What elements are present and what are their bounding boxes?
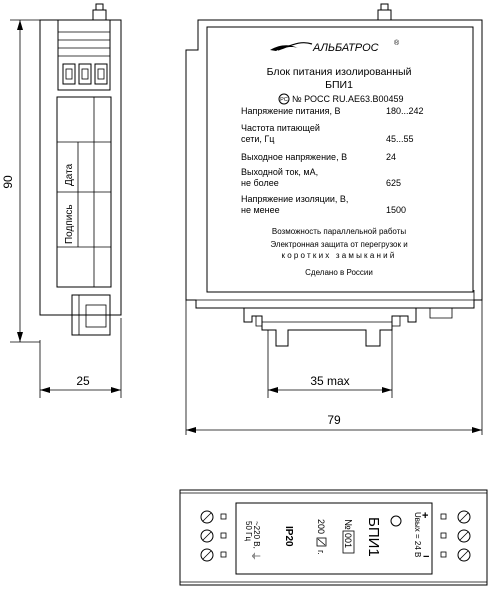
input-frequency: 50 Гц [244, 521, 253, 542]
ip-rating: IP20 [283, 526, 294, 547]
note-protection-1: Электронная защита от перегрузок и [270, 240, 408, 249]
dimension-height [1, 20, 40, 342]
trademark-symbol: ® [394, 40, 400, 47]
height-value: 90 [1, 175, 15, 189]
terminal-screws [63, 64, 107, 84]
certification-mark-icon [279, 94, 289, 104]
top-label-area [236, 503, 432, 574]
minus-terminal-label: − [423, 551, 430, 563]
din-rail-value: 35 max [310, 374, 350, 388]
spec-row [241, 123, 414, 144]
made-in: Сделано в России [305, 268, 373, 277]
spec-value: 625 [386, 178, 402, 188]
svg-text:сети, Гц: сети, Гц [241, 134, 275, 144]
dimension-total-width [186, 300, 482, 435]
svg-text:не менее: не менее [241, 205, 280, 215]
spec-row [241, 152, 396, 162]
product-model: БПИ1 [325, 79, 353, 91]
spec-value: 1500 [386, 205, 407, 215]
signature-label: Подпись [64, 204, 75, 244]
svg-text:Выходное напряжение, В: Выходное напряжение, В [241, 152, 348, 162]
product-title: Блок питания изолированный [266, 66, 412, 78]
screw-terminals-right [441, 511, 470, 561]
ground-icon: ⏚ [249, 551, 260, 561]
svg-text:г.: г. [316, 550, 326, 555]
svg-text:PC: PC [280, 97, 288, 103]
svg-text:Напряжение изоляции, В,: Напряжение изоляции, В, [241, 194, 349, 204]
svg-text:№: № [342, 519, 353, 530]
note-parallel: Возможность параллельной работы [271, 227, 407, 236]
spec-row [241, 194, 406, 215]
status-led-icon [391, 516, 401, 526]
svg-text:Напряжение питания, В: Напряжение питания, В [241, 106, 341, 116]
model-label: БПИ1 [365, 517, 382, 557]
front-view [186, 4, 482, 346]
dimension-side-width [40, 318, 121, 398]
spec-row [241, 167, 401, 188]
output-voltage: Uвых = 24 В [413, 512, 422, 558]
svg-text:Выходной ток, мА,: Выходной ток, мА, [241, 167, 319, 177]
spec-value: 180...242 [386, 106, 424, 116]
certificate-number: № РОСС RU.АЕ63.В00459 [292, 94, 404, 104]
plus-terminal-label: + [422, 510, 429, 522]
side-view [40, 4, 121, 335]
svg-text:не более: не более [241, 178, 279, 188]
brand-name: АЛЬБАТРОС [313, 42, 379, 54]
top-view [180, 490, 487, 585]
din-rail-clip [244, 308, 452, 346]
spec-row [241, 106, 424, 116]
spec-value: 24 [386, 152, 397, 162]
side-width-value: 25 [76, 374, 90, 388]
input-voltage: ~220 В, [252, 521, 261, 549]
spec-value: 45...55 [386, 134, 414, 144]
svg-text:001: 001 [343, 533, 353, 549]
manufacture-year [316, 519, 326, 555]
svg-text:200: 200 [316, 519, 326, 535]
screw-terminals-left [201, 511, 226, 561]
serial-number [342, 519, 354, 553]
front-body-outline [186, 20, 482, 308]
total-width-value: 79 [327, 413, 341, 427]
svg-text:Частота питающей: Частота питающей [241, 123, 320, 133]
date-label: Дата [64, 163, 75, 186]
albatros-logo [270, 39, 400, 54]
dimension-din-rail [268, 330, 392, 398]
note-protection-2: коротких замыканий [281, 251, 397, 260]
